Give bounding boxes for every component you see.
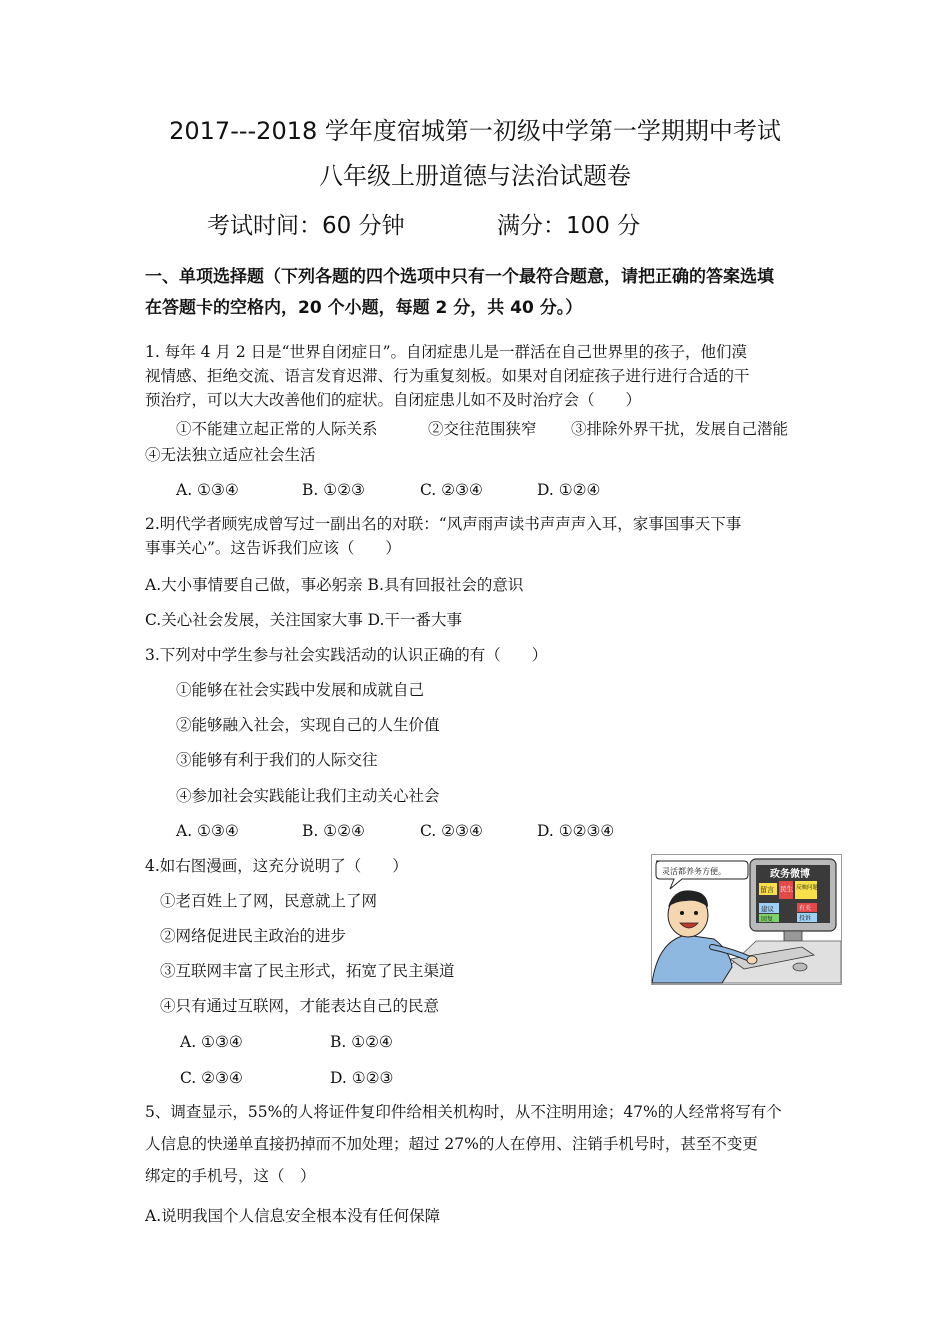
question-4-stem: 4.如右图漫画，这充分说明了（ ） [145, 857, 408, 875]
q3-choice-d: D. ①②③④ [537, 822, 615, 840]
q1-choice-d: D. ①②④ [537, 481, 601, 499]
tag-minsheng: 民生 [780, 885, 793, 893]
q1-line3: 预治疗，可以大大改善他们的症状。自闭症患儿如不及时治疗会（ ） [145, 391, 642, 409]
q5-line3: 绑定的手机号，这（ ） [145, 1167, 316, 1185]
exam-time: 考试时间：60 分钟 [207, 213, 405, 239]
q3-choice-a: A. ①③④ [176, 822, 239, 840]
section-heading-line2: 在答题卡的空格内，20 个小题，每题 2 分，共 40 分。） [145, 298, 583, 318]
q4-option-3: ③互联网丰富了民主形式，拓宽了民主渠道 [160, 962, 455, 980]
q3-option-4: ④参加社会实践能让我们主动关心社会 [176, 787, 440, 805]
q4-option-4: ④只有通过互联网，才能表达自己的民意 [160, 997, 440, 1015]
question-2-stem [145, 512, 741, 560]
q4-choice-a: A. ①③④ [180, 1033, 243, 1051]
question-3-stem: 3.下列对中学生参与社会实践活动的认识正确的有（ ） [145, 646, 548, 664]
q2-choices-cd: C.关心社会发展，关注国家大事 D.干一番大事 [145, 611, 462, 629]
tag-huifu: 回复 [761, 916, 774, 923]
screen-title: 政务微博 [770, 869, 810, 880]
tag-jianyi: 建议 [761, 905, 774, 913]
comic-image [651, 854, 842, 985]
q1-option-3: ③排除外界干扰，发展自己潜能 [571, 420, 789, 438]
exam-title-line1: 2017---2018 学年度宿城第一初级中学第一学期期中考试 [169, 117, 781, 145]
question-5-stem [145, 1096, 782, 1192]
q1-option-1: ①不能建立起正常的人际关系 [176, 420, 378, 438]
q1-choice-c: C. ②③④ [420, 481, 483, 499]
section-heading-line1: 一、单项选择题（下列各题的四个选项中只有一个最符合题意，请把正确的答案选填 [145, 267, 774, 287]
person-eye-left [680, 911, 684, 915]
speech-text: 灵活都养务方便。 [662, 867, 726, 876]
person-hand [747, 956, 757, 964]
q1-option-2: ②交往范围狭窄 [428, 420, 537, 438]
q1-line1: 1. 每年 4 月 2 日是“世界自闭症日”。自闭症患儿是一群活在自己世界里的孩子，他们漠 [145, 343, 747, 361]
mouse [793, 963, 807, 971]
tag-toushu: 投诉 [799, 915, 812, 922]
tag-fanying: 反映问题 [796, 885, 819, 891]
exam-info [207, 207, 641, 240]
q5-choice-a: A.说明我国个人信息安全根本没有任何保障 [145, 1207, 441, 1225]
q4-option-1: ①老百姓上了网，民意就上了网 [160, 892, 378, 910]
person-body [652, 935, 732, 983]
person-eye-right [694, 911, 698, 915]
tag-youguan: 有关 [799, 905, 812, 912]
q3-choice-c: C. ②③④ [420, 822, 483, 840]
q4-option-2: ②网络促进民主政治的进步 [160, 927, 347, 945]
q3-option-3: ③能够有利于我们的人际交往 [176, 751, 378, 769]
question-1-stem [145, 340, 750, 412]
q1-option-4: ④无法独立适应社会生活 [145, 446, 316, 464]
q3-option-1: ①能够在社会实践中发展和成就自己 [176, 681, 425, 699]
q2-choices-ab: A.大小事情要自己做，事必躬亲 B.具有回报社会的意识 [145, 576, 524, 594]
monitor-stand [784, 931, 802, 941]
q4-choice-b: B. ①②④ [330, 1033, 393, 1051]
q2-line2: 事事关心”。这告诉我们应该（ ） [145, 539, 401, 557]
q3-option-2: ②能够融入社会，实现自己的人生价值 [176, 716, 440, 734]
q1-choice-b: B. ①②③ [302, 481, 365, 499]
section-heading [145, 262, 815, 324]
full-score: 满分：100 分 [497, 213, 641, 239]
q5-line1: 5、调查显示，55%的人将证件复印件给相关机构时，从不注明用途；47%的人经常将写有个 [145, 1103, 782, 1121]
q4-choice-d: D. ①②③ [330, 1069, 394, 1087]
comic-drawing [652, 855, 841, 984]
q1-choice-a: A. ①③④ [176, 481, 239, 499]
q4-choice-c: C. ②③④ [180, 1069, 243, 1087]
tag-liuyan: 留言 [760, 886, 774, 894]
q2-line1: 2.明代学者顾宪成曾写过一副出名的对联：“风声雨声读书声声声入耳，家事国事天下事 [145, 515, 742, 533]
q5-line2: 人信息的快递单直接扔掉而不加处理；超过 27%的人在停用、注销手机号时，甚至不变更 [145, 1135, 758, 1153]
exam-title-line2: 八年级上册道德与法治试题卷 [319, 162, 631, 190]
q3-choice-b: B. ①②④ [302, 822, 365, 840]
q1-line2: 视情感、拒绝交流、语言发育迟滞、行为重复刻板。如果对自闭症孩子进行进行合适的干 [145, 367, 750, 385]
